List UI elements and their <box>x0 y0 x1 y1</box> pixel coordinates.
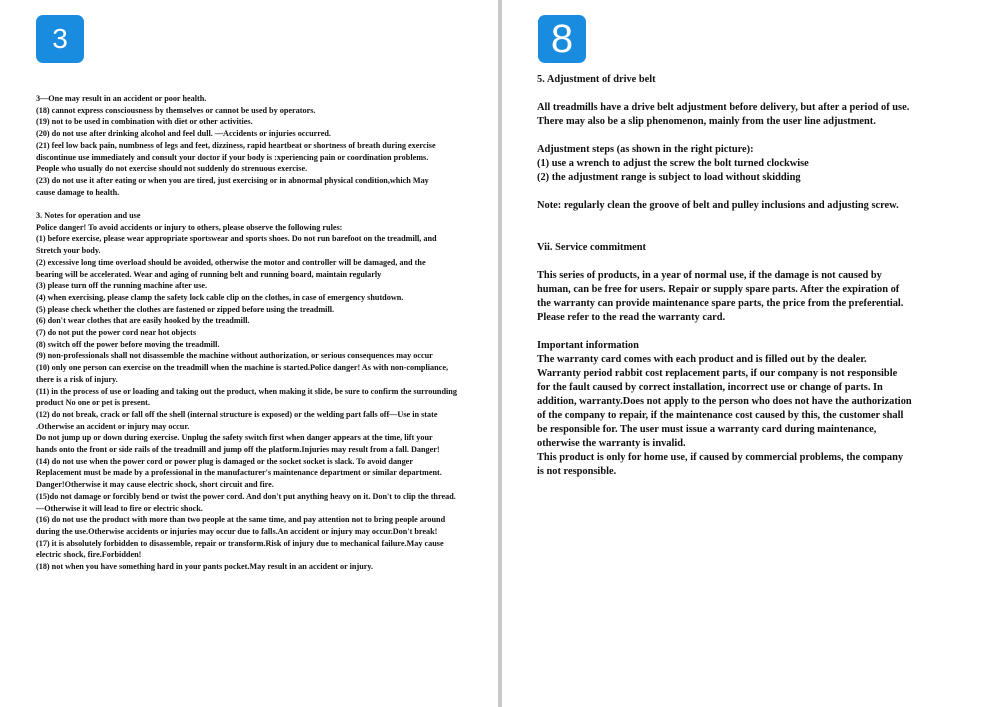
text-line: discontinue use immediately and consult your doctor if your body is :xperiencing pain or coordination problems. <box>36 152 429 162</box>
text-line: (23) do not use it after eating or when you are tired, just exercising or in abnormal physical condition,which May <box>36 175 429 185</box>
text-line: 3—One may result in an accident or poor health. <box>36 94 207 103</box>
text-line: addition, warranty.Does not apply to the person who does not have the authorization <box>537 396 912 407</box>
text-line: This series of products, in a year of normal use, if the damage is not caused by <box>537 270 882 281</box>
text-line: (14) do not use when the power cord or power plug is damaged or the socket socket is slack. To avoid danger <box>36 456 413 466</box>
text-line: (4) when exercising, please clamp the safety lock cable clip on the clothes, in case of emergency shutdown. <box>36 292 404 302</box>
text-line: There may also be a slip phenomenon, mainly from the user line adjustment. <box>537 116 876 127</box>
text-line: People who usually do not exercise should not suddenly do strenuous exercise. <box>36 164 308 174</box>
text-line: This product is only for home use, if caused by commercial problems, the company <box>537 452 904 463</box>
text-line: the warranty can provide maintenance spare parts, the price from the preferential. <box>537 298 904 309</box>
text-line: (18) not when you have something hard in your pants pocket.May result in an accident or injury. <box>36 562 374 572</box>
page-divider <box>498 0 502 707</box>
text-line: All treadmills have a drive belt adjustment before delivery, but after a period of use. <box>537 102 910 113</box>
blank-line <box>537 87 997 101</box>
text-line: (6) don't wear clothes that are easily hooked by the treadmill. <box>36 316 250 326</box>
text-line: Danger!Otherwise it may cause electric shock, short circuit and fire. <box>36 480 274 490</box>
text-line: Warranty period rabbit cost replacement parts, if our company is not responsible <box>537 368 898 379</box>
text-line: Do not jump up or down during exercise. Unplug the safety switch first when danger appears at the time, lift your <box>36 433 433 443</box>
text-line: (7) do not put the power cord near hot objects <box>36 328 197 338</box>
text-line: product No one or pet is present. <box>36 398 150 408</box>
text-line: (21) feel low back pain, numbness of legs and feet, dizziness, rapid heartbeat or shortness of breath during exercise <box>36 140 436 150</box>
text-line: —Otherwise it will lead to fire or electric shock. <box>36 503 203 513</box>
text-line: (17) it is absolutely forbidden to disassemble, repair or transform.Risk of injury due to mechanical failure.May cause <box>36 538 444 548</box>
page-number-badge: 8 <box>538 15 586 63</box>
text-line: (2) the adjustment range is subject to load without skidding <box>537 172 801 183</box>
left-page-text <box>36 93 492 573</box>
text-line: for the fault caused by correct installation, incorrect use or change of parts. In <box>537 382 883 393</box>
text-line: (2) excessive long time overload should be avoided, otherwise the motor and controller will be damaged, and the <box>36 257 426 267</box>
text-line: (1) before exercise, please wear appropriate sportswear and sports shoes. Do not run barefoot on the treadmill, and <box>36 234 437 244</box>
blank-line <box>537 325 997 339</box>
text-line: otherwise the warranty is invalid. <box>537 438 686 449</box>
text-line: Important information <box>537 340 639 351</box>
text-line: .Otherwise an accident or injury may occur. <box>36 421 190 431</box>
blank-line <box>537 227 997 241</box>
text-line: (12) do not break, crack or fall off the shell (internal structure is exposed) or the welding part falls off—Use in state <box>36 409 438 419</box>
text-line: The warranty card comes with each product and is filled out by the dealer. <box>537 354 867 365</box>
text-line: Police danger! To avoid accidents or injury to others, please observe the following rules: <box>36 222 343 232</box>
text-line: Note: regularly clean the groove of belt and pulley inclusions and adjusting screw. <box>537 200 899 211</box>
text-line: (3) please turn off the running machine after use. <box>36 281 208 291</box>
left-manual-page <box>0 0 497 707</box>
page-number-badge: 3 <box>36 15 84 63</box>
text-line: be responsible for. The user must issue a warranty card during maintenance, <box>537 424 877 435</box>
text-line: cause damage to health. <box>36 187 120 197</box>
blank-line <box>36 198 492 210</box>
text-line: (1) use a wrench to adjust the screw the bolt turned clockwise <box>537 158 809 169</box>
blank-line <box>537 129 997 143</box>
text-line: of the company to repair, if the maintenance cost caused by this, the customer shall <box>537 410 904 421</box>
text-line: electric shock, fire.Forbidden! <box>36 550 142 560</box>
text-line: (20) do not use after drinking alcohol and feel dull. —Accidents or injuries occurred. <box>36 129 331 139</box>
text-line: Replacement must be made by a professional in the manufacturer's maintenance department or similar department. <box>36 468 442 478</box>
text-line: human, can be free for users. Repair or supply spare parts. After the expiration of <box>537 284 900 295</box>
text-line: hands onto the front or side rails of the treadmill and jump off the platform.Injuries may result from a fall. Danger! <box>36 445 440 455</box>
text-line: (16) do not use the product with more than two people at the same time, and pay attention not to bring people around <box>36 515 446 525</box>
text-line: is not responsible. <box>537 466 617 477</box>
blank-line <box>537 213 997 227</box>
text-line: (5) please check whether the clothes are fastened or zipped before using the treadmill. <box>36 304 335 314</box>
right-page-text <box>537 73 997 479</box>
text-line: (9) non-professionals shall not disassemble the machine without authorization, or serious consequences may occur <box>36 351 433 361</box>
text-line: (18) cannot express consciousness by themselves or cannot be used by operators. <box>36 105 316 115</box>
text-line: Adjustment steps (as shown in the right picture): <box>537 144 754 155</box>
text-line: (11) in the process of use or loading and taking out the product, when making it slide, be sure to confirm the surrounding <box>36 386 457 396</box>
text-line: 3. Notes for operation and use <box>36 211 141 221</box>
text-line: Please refer to the read the warranty card. <box>537 312 726 323</box>
blank-line <box>537 255 997 269</box>
blank-line <box>537 185 997 199</box>
right-manual-page <box>503 0 1000 707</box>
text-line: Vii. Service commitment <box>537 242 646 253</box>
text-line: bearing will be accelerated. Wear and aging of running belt and running board, maintain regularly <box>36 269 382 279</box>
text-line: Stretch your body. <box>36 246 101 256</box>
text-line: (19) not to be used in combination with diet or other activities. <box>36 117 253 127</box>
text-line: (8) switch off the power before moving the treadmill. <box>36 339 220 349</box>
text-line: there is a risk of injury. <box>36 374 118 384</box>
text-line: (15)do not damage or forcibly bend or twist the power cord. And don't put anything heavy on it. Don't to clip the thread. <box>36 491 456 501</box>
text-line: during the use.Otherwise accidents or injuries may occur due to falls.An accident or injury may occur.Don't break! <box>36 527 438 536</box>
text-line: 5. Adjustment of drive belt <box>537 74 656 85</box>
text-line: (10) only one person can exercise on the treadmill when the machine is started.Police danger! As with non-compliance, <box>36 363 448 373</box>
